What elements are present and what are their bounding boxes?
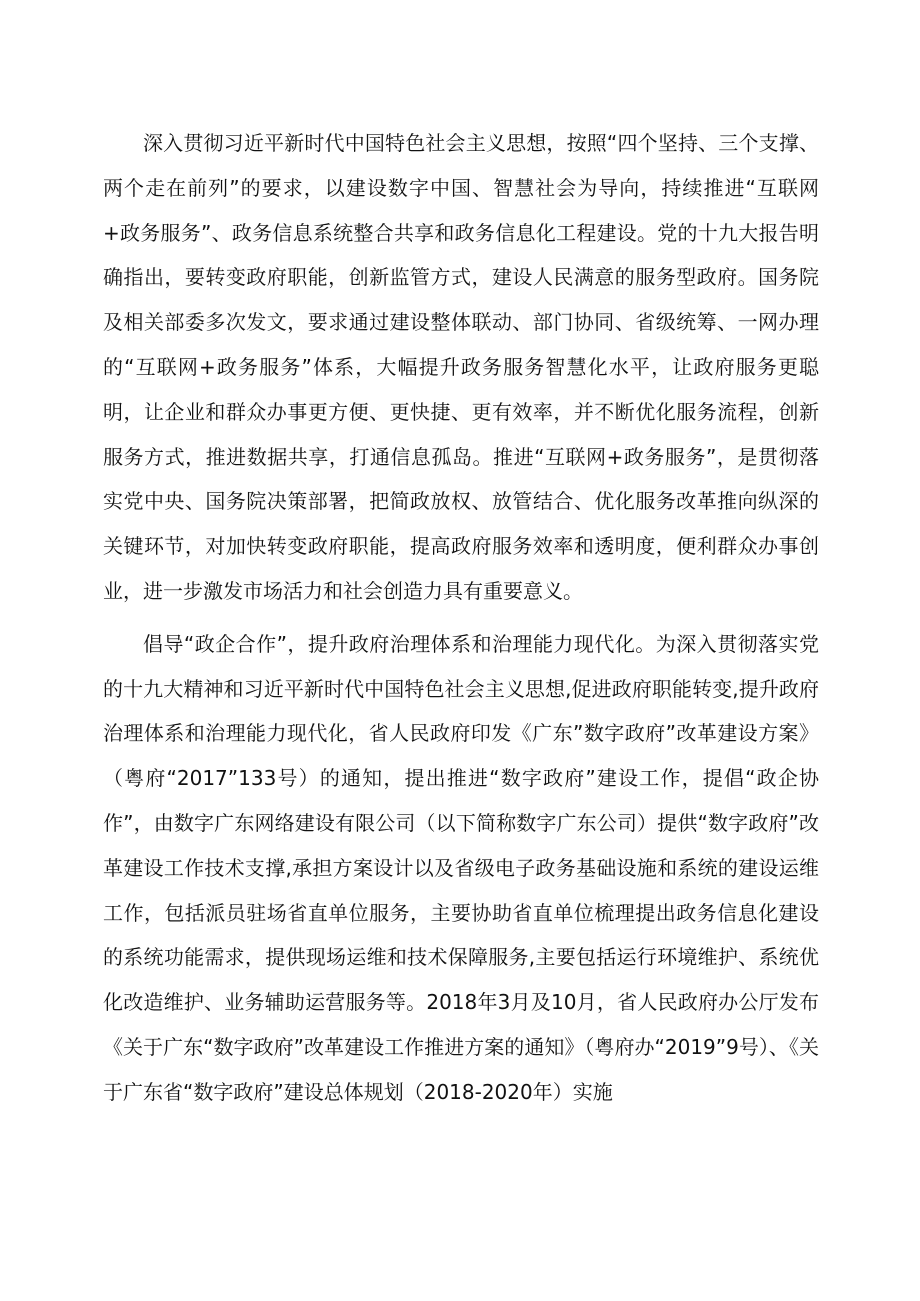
paragraph-1: 深入贯彻习近平新时代中国特色社会主义思想，按照“四个坚持、三个支撑、两个走在前列”的要求，以建设数字中国、智慧社会为导向，持续推进“互联网+政务服务”、政务信息系统整合共享和政务信息化工程建设。党的十九大报告明确指出，要转变政府职能，创新监管方式，建设人民满意的服务型政府。国务院及相关部委多次发文，要求通过建设整体联动、部门协同、省级统筹、一网办理的“互联网+政务服务”体系，大幅提升政务服务智慧化水平，让政府服务更聪明，让企业和群众办事更方便、更快捷、更有效率，并不断优化服务流程，创新服务方式，推进数据共享，打通信息孤岛。推进“互联网+政务服务”，是贯彻落实党中央、国务院决策部署，把简政放权、放管结合、优化服务改革推向纵深的关键环节，对加快转变政府职能，提高政府服务效率和透明度，便利群众办事创业，进一步激发市场活力和社会创造力具有重要意义。 bbox=[103, 131, 819, 603]
paragraph-2: 倡导“政企合作”，提升政府治理体系和治理能力现代化。为深入贯彻落实党的十九大精神和习近平新时代中国特色社会主义思想,促进政府职能转变,提升政府治理体系和治理能力现代化，省人民政府印发《广东”数字政府”改革建设方案》（粤府“2017”133号）的通知，提出推进“数字政府”建设工作，提倡“政企协作”，由数字广东网络建设有限公司（以下简称数字广东公司）提供“数字政府”改革建设工作技术支撑,承担方案设计以及省级电子政务基础设施和系统的建设运维工作，包括派员驻场省直单位服务，主要协助省直单位梳理提出政务信息化建设的系统功能需求，提供现场运维和技术保障服务,主要包括运行环境维护、系统优化改造维护、业务辅助运营服务等。2018年3月及10月，省人民政府办公厅发布《关于广东“数字政府”改革建设工作推进方案的通知》（粤府办“2019”9号）、《关于广东省“数字政府”建设总体规划（2018-2020年）实施 bbox=[103, 631, 819, 1104]
document-body bbox=[103, 121, 819, 1115]
